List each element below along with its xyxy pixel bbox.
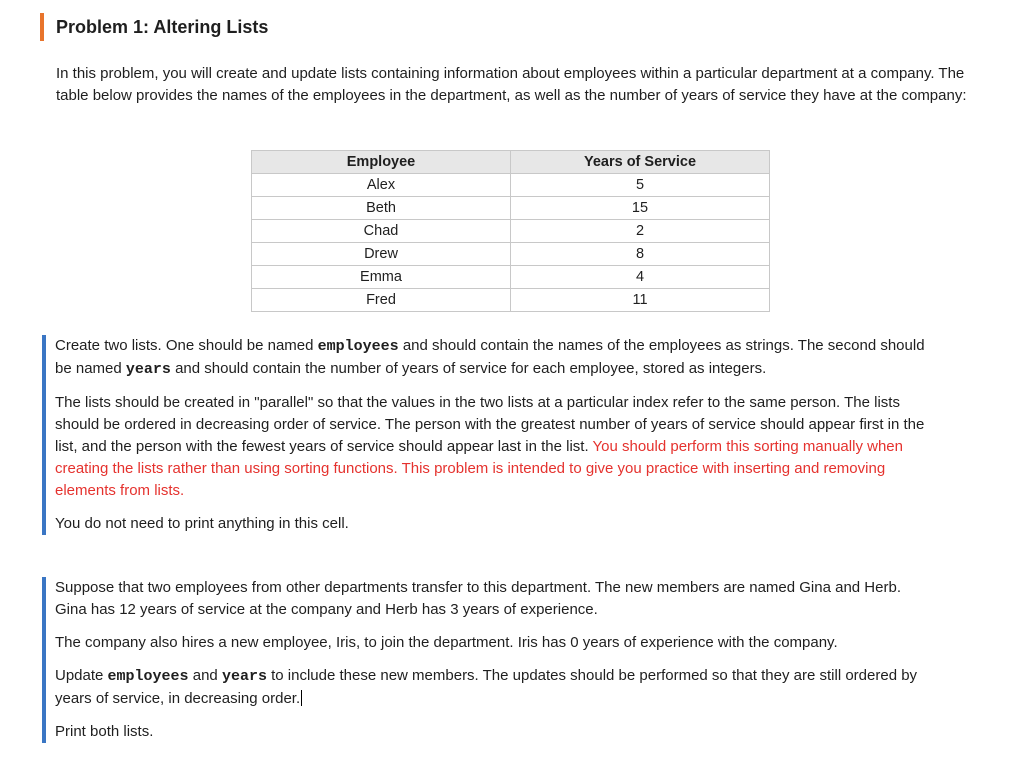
print-instruction: Print both lists. bbox=[55, 723, 154, 740]
cell-employee: Beth bbox=[252, 197, 511, 220]
employee-table bbox=[251, 150, 770, 312]
code-employees: employees bbox=[317, 338, 399, 355]
transfer-paragraph: Suppose that two employees from other departments transfer to this department. The new members are named Gina and Herb. Gina has 12 years of service at the company and Herb has 3 years of experience. bbox=[55, 579, 901, 618]
page-title: Problem 1: Altering Lists bbox=[56, 16, 269, 37]
warning-text: You should perform this sorting manually when creating the lists rather than using sorting functions. This problem is intended to give you practice with inserting and removing elements from lists. bbox=[55, 438, 903, 499]
text-span: and should contain the names of the employees as strings. The second should be named bbox=[55, 337, 925, 377]
table-row bbox=[252, 220, 770, 243]
cell-employee: Drew bbox=[252, 243, 511, 266]
cell-employee: Alex bbox=[252, 174, 511, 197]
table-row bbox=[252, 243, 770, 266]
cell-years: 2 bbox=[511, 220, 770, 243]
cell-employee: Emma bbox=[252, 266, 511, 289]
text-span: and should contain the number of years of service for each employee, stored as integers. bbox=[170, 360, 767, 377]
text-cursor bbox=[301, 690, 302, 706]
problem-heading bbox=[40, 13, 268, 41]
cell-years: 15 bbox=[511, 197, 770, 220]
heading-accent-bar bbox=[40, 13, 44, 41]
markdown-cell-update-lists[interactable] bbox=[42, 577, 935, 743]
update-paragraph bbox=[55, 665, 935, 710]
cell-employee: Fred bbox=[252, 289, 511, 312]
cell-years: 8 bbox=[511, 243, 770, 266]
cell-years: 4 bbox=[511, 266, 770, 289]
column-header-years: Years of Service bbox=[511, 151, 770, 174]
code-employees: employees bbox=[107, 668, 189, 685]
text-span: Update bbox=[55, 667, 108, 684]
parallel-lists-paragraph bbox=[55, 392, 935, 502]
table-row bbox=[252, 266, 770, 289]
intro-paragraph: In this problem, you will create and update lists containing information about employees within a particular department at a company. The table below provides the names of the employees in the department, as well as the number of years of service they have at the company: bbox=[56, 65, 967, 104]
hire-paragraph: The company also hires a new employee, Iris, to join the department. Iris has 0 years of experience with the company. bbox=[55, 634, 838, 651]
cell-years: 11 bbox=[511, 289, 770, 312]
text-span: to include these new members. The updates should be performed so that they are still ordered by years of service, in decreasing order. bbox=[55, 667, 918, 707]
cell-employee: Chad bbox=[252, 220, 511, 243]
create-lists-paragraph bbox=[55, 335, 935, 381]
column-header-employee: Employee bbox=[252, 151, 511, 174]
text-span: and bbox=[188, 667, 222, 684]
cell-years: 5 bbox=[511, 174, 770, 197]
table-row bbox=[252, 197, 770, 220]
no-print-note: You do not need to print anything in this cell. bbox=[55, 515, 349, 532]
markdown-cell-create-lists[interactable] bbox=[42, 335, 935, 535]
code-years: years bbox=[221, 668, 267, 685]
code-years: years bbox=[125, 361, 171, 378]
table-row bbox=[252, 289, 770, 312]
text-span: Create two lists. One should be named bbox=[55, 337, 318, 354]
table-row bbox=[252, 174, 770, 197]
text-span: The lists should be created in "parallel" so that the values in the two lists at a particular index refer to the same person. The lists should be ordered in decreasing order of service. The person with the greatest number of years of service should appear first in the list, and the person with the fewest years of service should appear last in the list. bbox=[55, 394, 925, 455]
table-header-row bbox=[252, 151, 770, 174]
